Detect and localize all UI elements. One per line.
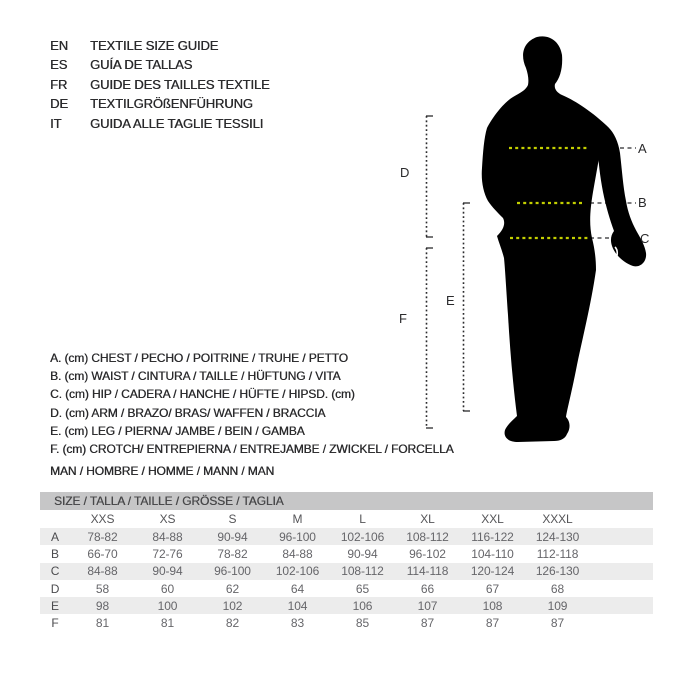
- size-table-header: SIZE / TALLA / TAILLE / GRÖSSE / TAGLIA: [40, 492, 653, 510]
- language-code: IT: [50, 115, 62, 131]
- value-cell: 66: [420, 581, 435, 596]
- value-cell: 83: [290, 616, 305, 631]
- language-title: GUIDA ALLE TAGLIE TESSILI: [90, 115, 264, 131]
- value-cell: 87: [420, 616, 435, 631]
- language-row: [50, 114, 270, 133]
- size-column-header: XL: [420, 512, 435, 526]
- language-row: [50, 94, 270, 113]
- value-cell: 84-88: [87, 564, 118, 579]
- label-e: E: [446, 293, 455, 308]
- language-code: DE: [50, 96, 68, 112]
- value-cell: 81: [160, 616, 175, 631]
- table-row: [40, 614, 653, 631]
- value-cell: 64: [290, 581, 305, 596]
- size-column-header: XXS: [90, 512, 115, 526]
- size-table: [40, 492, 653, 632]
- value-cell: 126-130: [535, 564, 580, 579]
- row-label: A: [51, 529, 59, 544]
- size-column-header: XS: [159, 512, 176, 526]
- size-column-header: M: [292, 512, 303, 526]
- language-code: ES: [50, 57, 68, 73]
- value-cell: 87: [485, 616, 500, 631]
- value-cell: 107: [417, 598, 438, 613]
- language-code: FR: [50, 76, 68, 92]
- value-cell: 124-130: [535, 529, 580, 544]
- value-cell: 68: [550, 581, 565, 596]
- value-cell: 65: [355, 581, 370, 596]
- value-cell: 84-88: [282, 546, 313, 561]
- language-title: GUIDE DES TAILLES TEXTILE: [90, 76, 270, 92]
- value-cell: 96-100: [214, 564, 251, 579]
- label-f: F: [399, 311, 407, 326]
- value-cell: 58: [95, 581, 110, 596]
- language-title: TEXTILGRÖßENFÜHRUNG: [90, 96, 253, 112]
- table-row: [40, 528, 653, 545]
- man-silhouette: [482, 36, 606, 442]
- value-cell: 81: [95, 616, 110, 631]
- language-title: GUÍA DE TALLAS: [90, 57, 193, 73]
- value-cell: 116-122: [471, 529, 514, 544]
- language-row: [50, 75, 270, 94]
- size-table-body: [40, 510, 653, 632]
- value-cell: 78-82: [87, 529, 118, 544]
- value-cell: 67: [485, 581, 500, 596]
- value-cell: 102: [222, 598, 243, 613]
- language-code: EN: [50, 38, 68, 53]
- row-label: B: [51, 546, 59, 561]
- value-cell: 87: [550, 616, 565, 631]
- value-cell: 102-106: [275, 564, 320, 579]
- value-cell: 98: [95, 598, 110, 613]
- table-row: [40, 563, 653, 580]
- size-column-header: XXL: [481, 512, 504, 526]
- measurement-line: A. (cm) CHEST / PECHO / POITRINE / TRUHE / PETTO: [50, 351, 348, 365]
- value-cell: 72-76: [152, 546, 183, 561]
- value-cell: 108-112: [406, 529, 449, 544]
- label-d: D: [400, 165, 410, 180]
- value-cell: 90-94: [347, 546, 378, 561]
- value-cell: 78-82: [217, 546, 248, 561]
- label-a: A: [638, 141, 647, 156]
- value-cell: 112-118: [536, 546, 579, 561]
- value-cell: 120-124: [470, 564, 515, 579]
- row-label: D: [50, 581, 60, 596]
- value-cell: 90-94: [217, 529, 248, 544]
- row-label: E: [51, 598, 59, 613]
- measurement-line: B. (cm) WAIST / CINTURA / TAILLE / HÜFTUNG / VITA: [50, 369, 341, 384]
- value-cell: 108: [482, 598, 503, 613]
- measurement-line: D. (cm) ARM / BRAZO/ BRAS/ WAFFEN / BRACCIA: [50, 405, 326, 420]
- value-cell: 108-112: [341, 564, 384, 579]
- size-column-header: XXXL: [542, 512, 573, 526]
- category-line: MAN / HOMBRE / HOMME / MANN / MAN: [50, 464, 275, 479]
- table-row: [40, 580, 653, 597]
- label-b: B: [638, 195, 647, 210]
- measurement-line: C. (cm) HIP / CADERA / HANCHE / HÜFTE / HIPSD. (cm): [50, 387, 355, 402]
- size-column-header: S: [228, 512, 237, 526]
- table-row: [40, 545, 653, 562]
- value-cell: 62: [225, 581, 240, 596]
- size-columns-row: [40, 510, 653, 528]
- value-cell: 66-70: [87, 546, 118, 561]
- value-cell: 60: [160, 581, 175, 596]
- language-title-list: [50, 36, 270, 133]
- value-cell: 109: [547, 598, 568, 613]
- measurement-line: F. (cm) CROTCH/ ENTREPIERNA / ENTREJAMBE / ZWICKEL / FORCELLA: [50, 442, 454, 457]
- value-cell: 96-100: [279, 529, 316, 544]
- value-cell: 104-110: [471, 546, 514, 561]
- value-cell: 85: [355, 616, 370, 631]
- size-column-header: L: [359, 512, 366, 526]
- label-c: C: [640, 231, 650, 246]
- value-cell: 114-118: [406, 564, 449, 579]
- language-row: [50, 55, 270, 74]
- measurement-rows: [50, 349, 454, 458]
- value-cell: 96-102: [409, 546, 446, 561]
- value-cell: 106: [352, 598, 373, 613]
- row-label: C: [50, 564, 60, 579]
- value-cell: 104: [287, 598, 308, 613]
- value-cell: 82: [225, 616, 240, 631]
- value-cell: 102-106: [340, 529, 385, 544]
- language-title: TEXTILE SIZE GUIDE: [90, 38, 219, 53]
- table-row: [40, 597, 653, 614]
- row-label: F: [51, 616, 59, 631]
- value-cell: 100: [157, 598, 178, 613]
- language-row: [50, 36, 270, 55]
- value-cell: 84-88: [152, 529, 183, 544]
- measurement-legend: [50, 349, 454, 480]
- value-cell: 90-94: [152, 564, 183, 579]
- measurement-line: E. (cm) LEG / PIERNA/ JAMBE / BEIN / GAMBA: [50, 423, 305, 438]
